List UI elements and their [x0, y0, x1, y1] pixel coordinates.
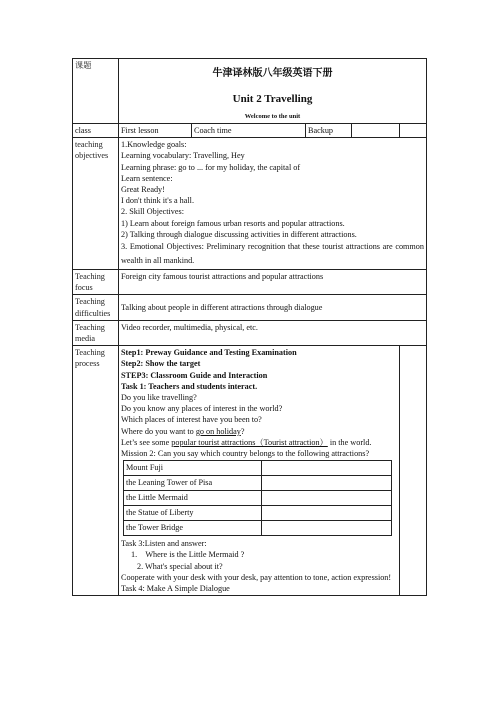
topic-label: 课题 [73, 59, 119, 124]
meta-row [73, 124, 427, 138]
question-5-end: in the world. [327, 437, 372, 447]
attraction-name: the Leaning Tower of Pisa [124, 476, 262, 491]
difficulties-row [73, 295, 427, 320]
go-on-holiday-phrase: go on holiday [195, 426, 241, 436]
difficulties-text: Talking about people in different attractions through dialogue [119, 295, 427, 320]
question-3: Which places of interest have you been to? [121, 415, 262, 425]
attraction-row [124, 476, 392, 491]
learning-phrase: Learning phrase: go to ... for my holiday, the capital of [121, 162, 301, 172]
skill-objective-1: 1) Learn about foreign famous urban resorts and popular attractions. [121, 218, 345, 228]
lesson-plan-table [72, 58, 427, 596]
question-4-end: ? [240, 426, 245, 436]
attraction-name: the Little Mermaid [124, 491, 262, 506]
sentence-1: Great Ready! [121, 185, 165, 195]
empty-cell-1 [352, 124, 400, 138]
process-row [73, 346, 427, 596]
question-5 [121, 437, 397, 448]
focus-row [73, 270, 427, 295]
question-4 [121, 426, 397, 437]
step-1: Step1: Preway Guidance and Testing Examination [121, 348, 297, 358]
country-answer-cell [262, 491, 392, 506]
process-label: Teaching process [73, 346, 119, 596]
attraction-name: the Statue of Liberty [124, 506, 262, 521]
media-text: Video recorder, multimedia, physical, etc. [119, 320, 427, 345]
focus-text: Foreign city famous tourist attractions and popular attractions [119, 270, 427, 295]
unit-title: Unit 2 Travelling [232, 93, 313, 105]
step-2: Step2: Show the target [121, 359, 201, 369]
attraction-row [124, 461, 392, 476]
task-3-question-2: 2. What's special about it? [137, 561, 223, 571]
task-1: Task 1: Teachers and students interact. [121, 381, 258, 391]
question-5-start: Let’s see some [121, 437, 172, 447]
lesson-subtitle: Welcome to the unit [244, 113, 301, 120]
title-cell [119, 59, 427, 124]
question-1: Do you like travelling? [121, 393, 197, 403]
question-2: Do you know any places of interest in the world? [121, 404, 283, 414]
task-4: Task 4: Make A Simple Dialogue [121, 584, 230, 594]
attraction-row [124, 506, 392, 521]
attraction-row [124, 521, 392, 536]
skill-objectives: 2. Skill Objectives: [121, 207, 184, 217]
process-side-cell [400, 346, 427, 596]
backup-cell: Backup [306, 124, 352, 138]
country-answer-cell [262, 521, 392, 536]
country-answer-cell [262, 506, 392, 521]
country-answer-cell [262, 476, 392, 491]
emotional-objectives: 3. Emotional Objectives: Preliminary recognition that these tourist attractions are common wealth in all mankind. [121, 242, 424, 266]
objectives-row [73, 138, 427, 270]
tourist-attractions-phrase: popular tourist attractions（Tourist attraction） [171, 437, 328, 447]
title-row [73, 59, 427, 124]
objectives-content [119, 138, 427, 270]
process-content [119, 346, 400, 596]
task-3: Task 3:Listen and answer: [121, 539, 207, 549]
empty-cell-2 [400, 124, 427, 138]
mission-2: Mission 2: Can you say which country belongs to the following attractions? [121, 449, 370, 459]
objectives-label: teaching objectives [73, 138, 119, 270]
difficulties-label: Teaching difficulties [73, 295, 119, 320]
media-row [73, 320, 427, 345]
attractions-table [123, 460, 392, 536]
cooperate-instruction: Cooperate with your desk with your desk, pay attention to tone, action expression! [121, 572, 392, 582]
learning-vocabulary: Learning vocabulary: Travelling, Hey [121, 151, 245, 161]
attraction-name: the Tower Bridge [124, 521, 262, 536]
focus-label: Teaching focus [73, 270, 119, 295]
lesson-cell: First lesson [119, 124, 192, 138]
coach-time-cell: Coach time [192, 124, 306, 138]
question-4-start: Where do you want to [121, 426, 196, 436]
sentence-label: Learn sentence: [121, 173, 173, 183]
chinese-title: 牛津译林版八年级英语下册 [212, 68, 333, 79]
attraction-name: Mount Fuji [124, 461, 262, 476]
country-answer-cell [262, 461, 392, 476]
step-3: STEP3: Classroom Guide and Interaction [121, 370, 268, 380]
skill-objective-2: 2) Talking through dialogue discussing activities in different attractions. [121, 229, 357, 239]
attraction-row [124, 491, 392, 506]
knowledge-goals: 1.Knowledge goals: [121, 140, 187, 150]
task-3-question-1: 1. Where is the Little Mermaid ? [131, 550, 245, 560]
media-label: Teaching media [73, 320, 119, 345]
lesson-plan-page [72, 58, 426, 596]
sentence-2: I don't think it's a hall. [121, 196, 194, 206]
class-label: class [73, 124, 119, 138]
